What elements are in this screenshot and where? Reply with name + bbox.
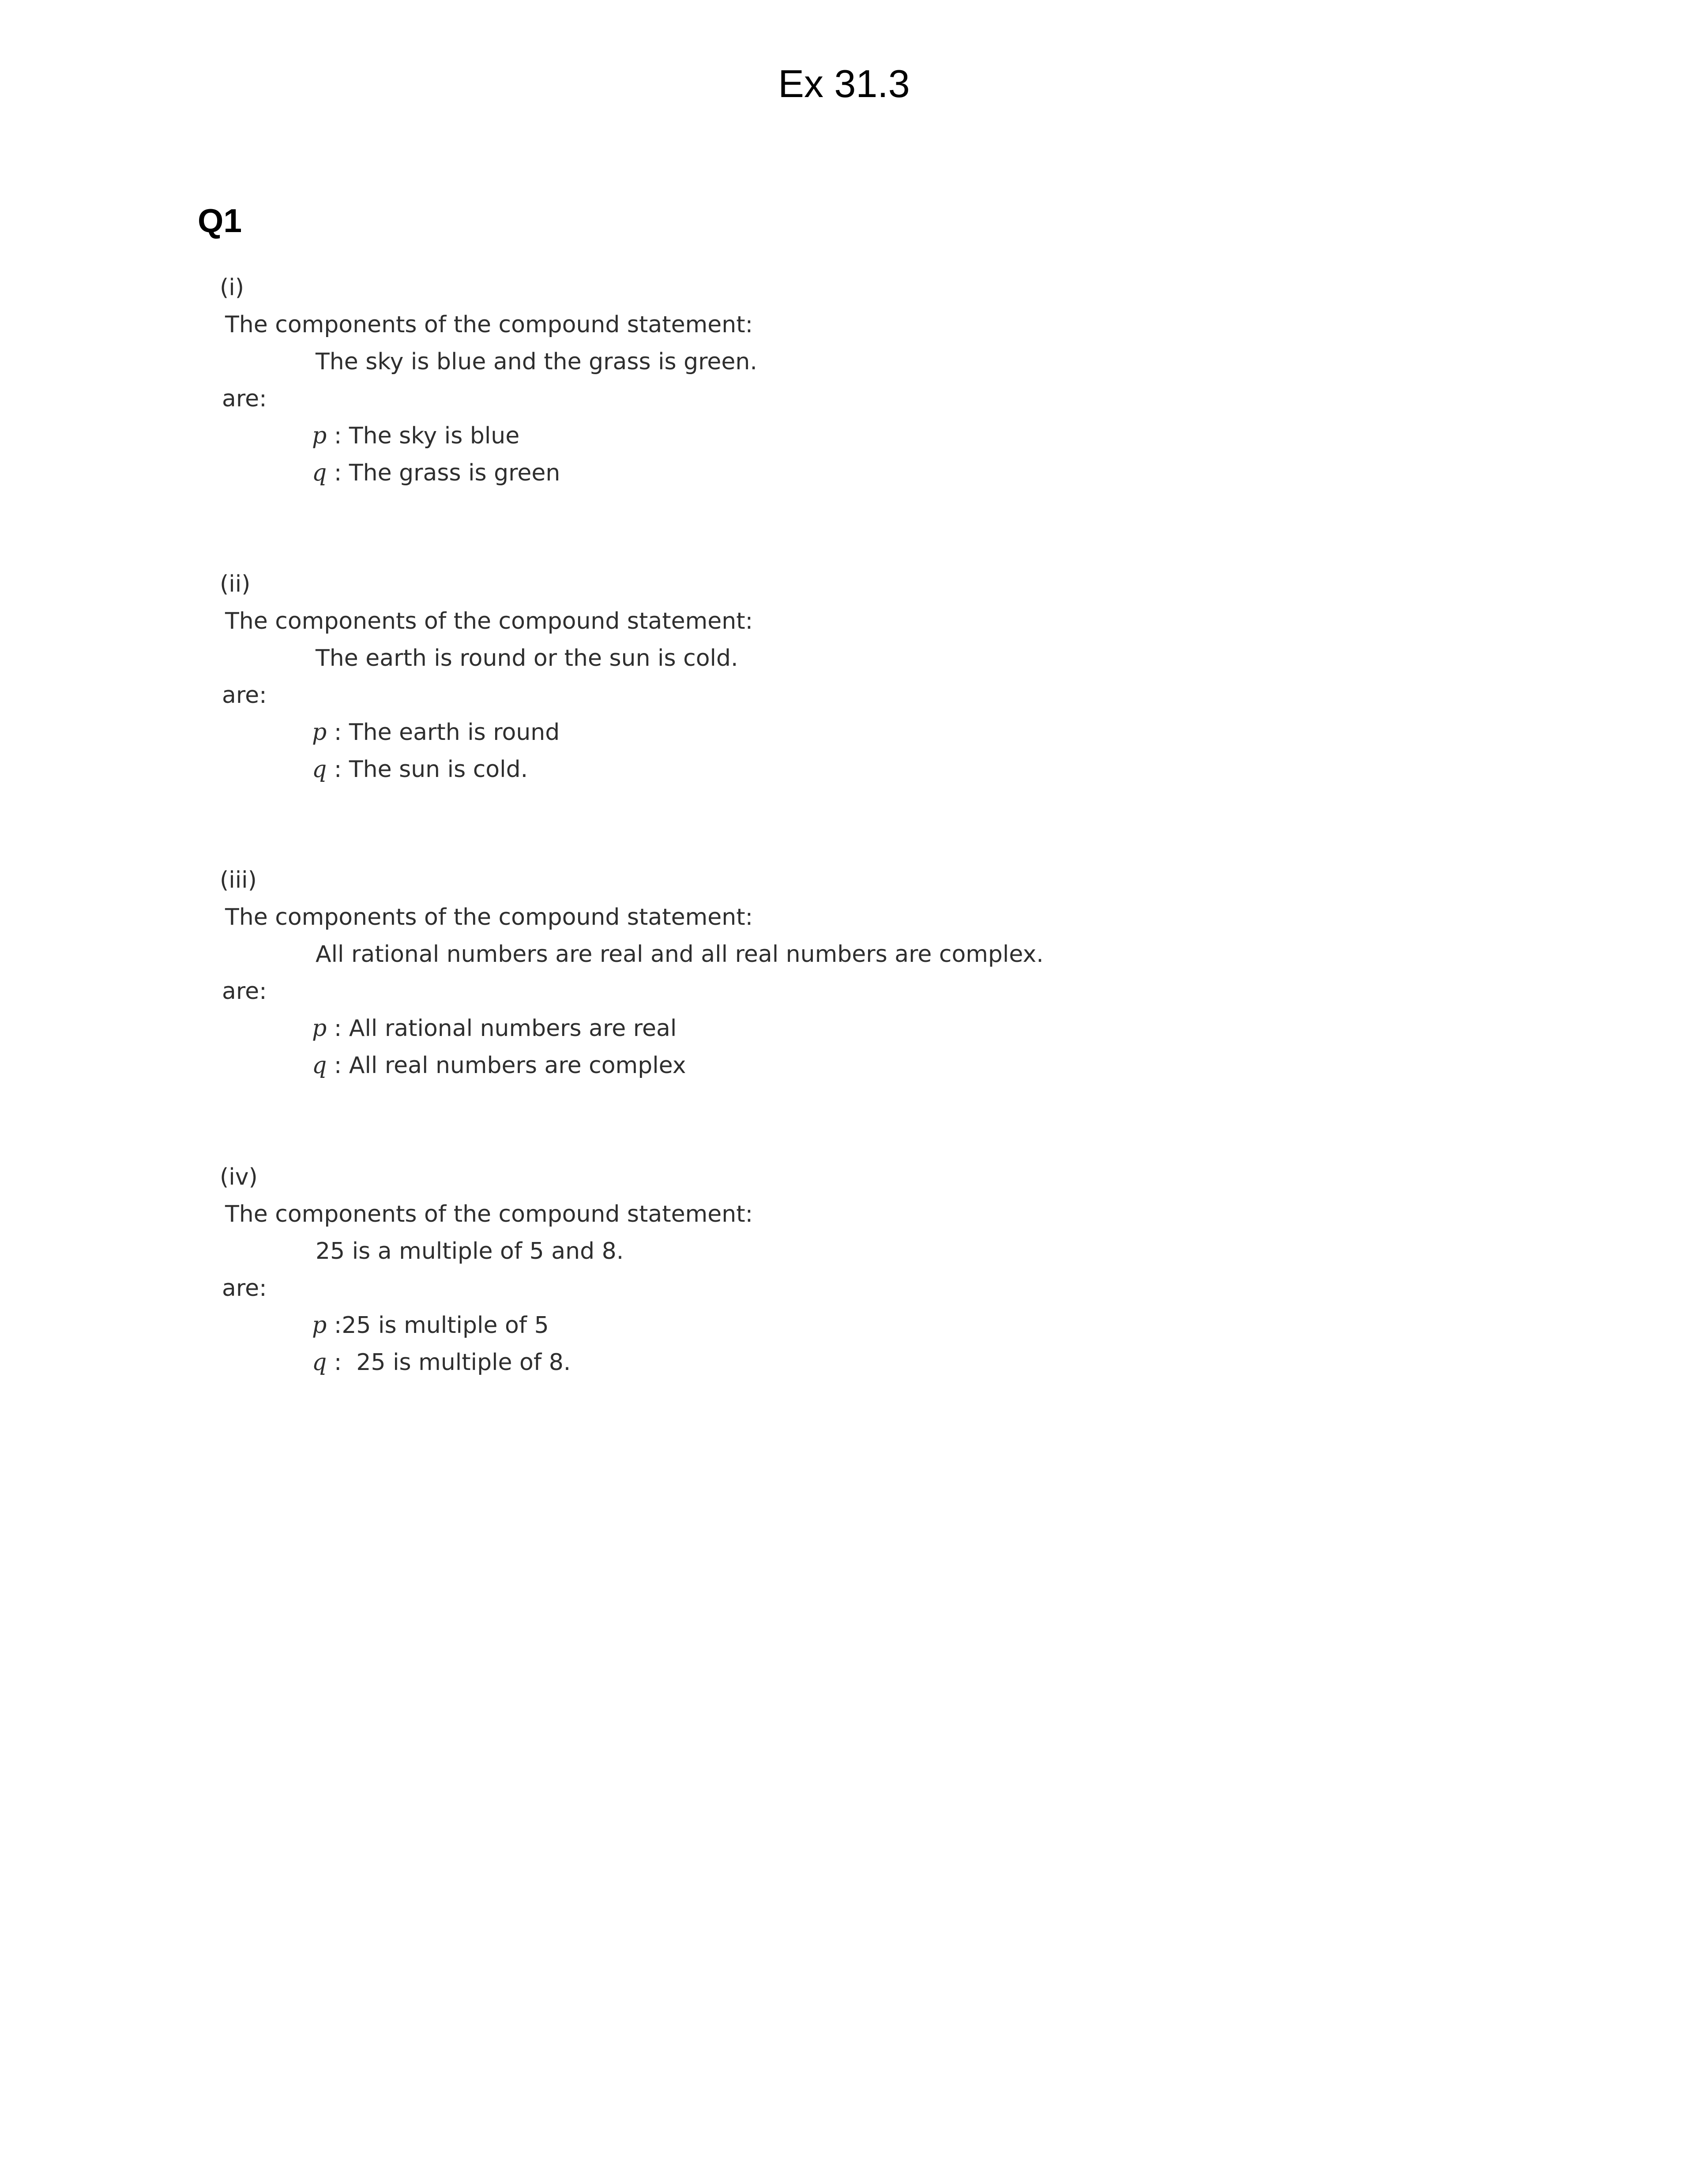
- component-q: [312, 1348, 571, 1377]
- part-number: (iii): [220, 867, 257, 893]
- part-number: (iv): [220, 1164, 258, 1190]
- part-number: (ii): [220, 571, 251, 597]
- component-q: [312, 459, 560, 487]
- variable-q: q: [312, 1052, 327, 1079]
- are-label: are:: [222, 386, 267, 412]
- compound-statement: All rational numbers are real and all real numbers are complex.: [316, 941, 1044, 968]
- variable-q: q: [312, 1349, 327, 1376]
- variable-p: p: [312, 719, 327, 746]
- page-title: Ex 31.3: [778, 62, 910, 105]
- component-q: [312, 755, 528, 784]
- are-label: are:: [222, 978, 267, 1005]
- part-intro: The components of the compound statement:: [225, 1201, 753, 1227]
- part-intro: The components of the compound statement:: [225, 608, 753, 634]
- compound-statement: 25 is a multiple of 5 and 8.: [316, 1238, 624, 1265]
- are-label: are:: [222, 1275, 267, 1302]
- variable-q: q: [312, 460, 327, 486]
- question-label: Q1: [198, 202, 242, 239]
- question-part-iii: [0, 866, 1688, 1140]
- component-p: [312, 422, 519, 450]
- compound-statement: The sky is blue and the grass is green.: [316, 349, 757, 375]
- component-p-text: : The sky is blue: [327, 423, 520, 449]
- component-p: [312, 1311, 549, 1340]
- component-p-text: :25 is multiple of 5: [327, 1312, 549, 1339]
- component-q-text: : All real numbers are complex: [327, 1052, 686, 1079]
- variable-p: p: [312, 423, 327, 449]
- component-q: [312, 1051, 686, 1080]
- question-part-i: [0, 274, 1688, 547]
- component-p-text: : All rational numbers are real: [327, 1015, 677, 1042]
- component-q-text: : The sun is cold.: [327, 756, 528, 783]
- are-label: are:: [222, 682, 267, 709]
- variable-q: q: [312, 756, 327, 783]
- part-number: (i): [220, 274, 244, 301]
- question-part-iv: [0, 1163, 1688, 1437]
- component-q-text: : 25 is multiple of 8.: [327, 1349, 571, 1376]
- part-intro: The components of the compound statement:: [225, 904, 753, 931]
- question-part-ii: [0, 570, 1688, 844]
- part-intro: The components of the compound statement:: [225, 311, 753, 338]
- compound-statement: The earth is round or the sun is cold.: [316, 645, 738, 672]
- component-p: [312, 1014, 677, 1043]
- component-p-text: : The earth is round: [327, 719, 560, 746]
- component-q-text: : The grass is green: [327, 460, 560, 486]
- component-p: [312, 718, 560, 747]
- variable-p: p: [312, 1015, 327, 1042]
- variable-p: p: [312, 1312, 327, 1339]
